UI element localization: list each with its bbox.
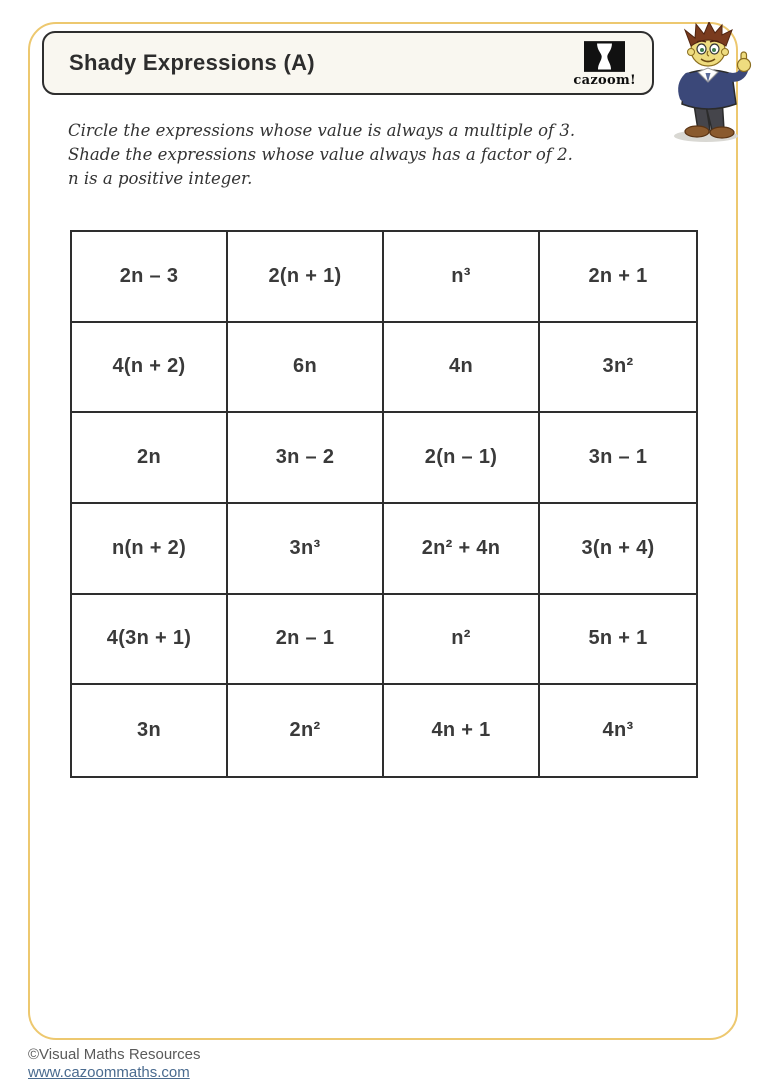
grid-cell-r1-c3: n³ [384,232,540,323]
page-title: Shady Expressions (A) [69,50,315,75]
grid-cell-r3-c1: 2n [72,413,228,504]
instruction-line-2: Shade the expressions whose value always has a factor of 2. [68,145,573,164]
instruction-line-3: n is a positive integer. [68,169,253,188]
website-link[interactable]: www.cazoommaths.com [28,1064,190,1081]
grid-cell-r2-c3: 4n [384,323,540,414]
grid-cell-r1-c1: 2n – 3 [72,232,228,323]
footer [28,1046,201,1082]
grid-cell-r5-c4: 5n + 1 [540,595,696,686]
instruction-line-1: Circle the expressions whose value is always a multiple of 3. [68,121,576,140]
grid-cell-r4-c4: 3(n + 4) [540,504,696,595]
instructions [68,119,575,191]
grid-cell-r1-c4: 2n + 1 [540,232,696,323]
grid-cell-r2-c1: 4(n + 2) [72,323,228,414]
grid-cell-r6-c1: 3n [72,685,228,776]
logo-text: cazoom! [573,73,636,88]
grid-cell-r2-c2: 6n [228,323,384,414]
grid-cell-r5-c2: 2n – 1 [228,595,384,686]
grid-cell-r5-c3: n² [384,595,540,686]
grid-cell-r6-c2: 2n² [228,685,384,776]
grid-cell-r4-c3: 2n² + 4n [384,504,540,595]
mascot-boy-illustration [656,22,762,144]
copyright-text: ©Visual Maths Resources [28,1046,201,1063]
grid-cell-r4-c1: n(n + 2) [72,504,228,595]
grid-cell-r5-c1: 4(3n + 1) [72,595,228,686]
grid-cell-r6-c4: 4n³ [602,719,634,742]
cazoom-logo [573,41,636,88]
expressions-grid [70,230,698,778]
grid-cell-r2-c4: 3n² [540,323,696,414]
pint-glass-icon [584,41,625,72]
grid-cell-r1-c2: 2(n + 1) [228,232,384,323]
grid-cell-r3-c4: 3n – 1 [540,413,696,504]
title-box [42,31,654,95]
grid-cell-r6-c3: 4n + 1 [384,685,540,776]
grid-cell-r3-c3: 2(n – 1) [384,413,540,504]
grid-cell-r4-c2: 3n³ [228,504,384,595]
grid-cell-r3-c2: 3n – 2 [228,413,384,504]
